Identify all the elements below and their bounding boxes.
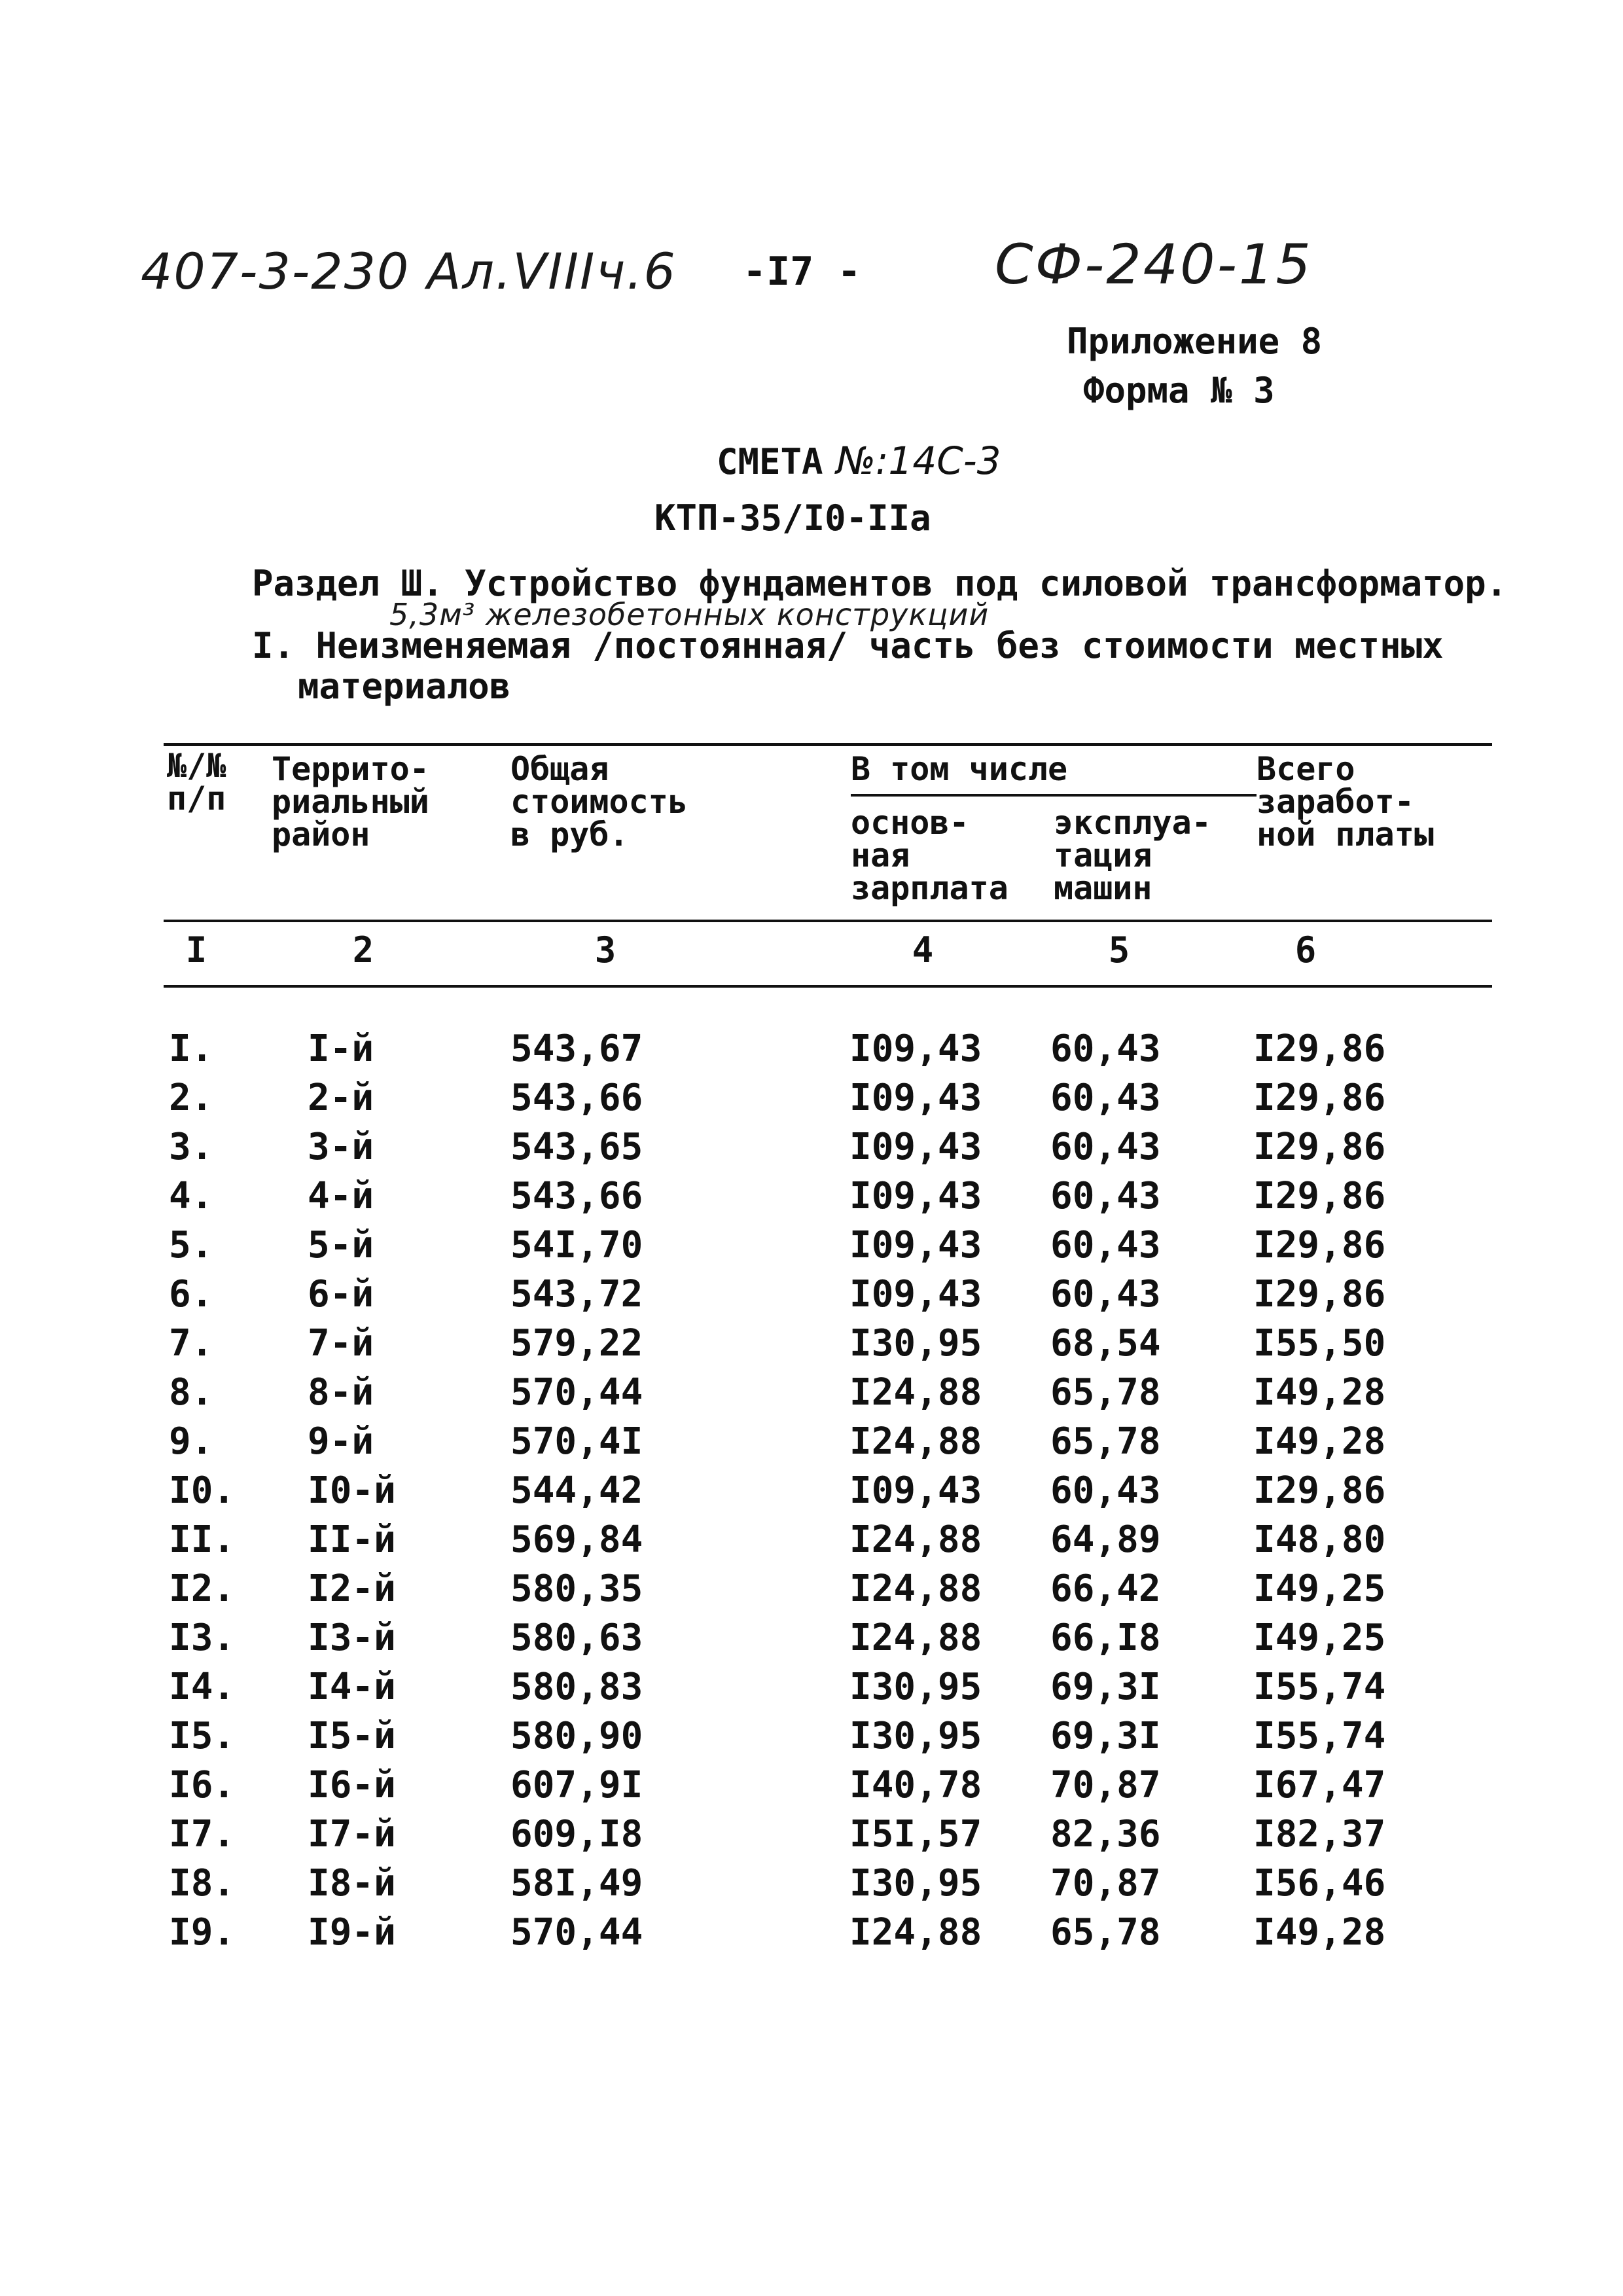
- table-row: [0, 1715, 1623, 1764]
- cell-total-wages: I82,37: [1253, 1813, 1386, 1856]
- header-base-salary: основ- ная зарплата: [851, 804, 1008, 907]
- cell-base-salary: I24,88: [849, 1371, 982, 1414]
- cell-row-number: I8.: [169, 1862, 236, 1905]
- cell-row-number: 8.: [169, 1371, 213, 1414]
- table-row: [0, 1813, 1623, 1862]
- table-row: [0, 1322, 1623, 1371]
- cell-machine-operation: 64,89: [1050, 1518, 1161, 1561]
- cell-base-salary: I24,88: [849, 1518, 982, 1561]
- cell-machine-operation: 60,43: [1050, 1126, 1161, 1168]
- group-header-rule: [851, 794, 1257, 797]
- cell-total-cost: 580,35: [510, 1568, 643, 1610]
- estimate-title: [717, 439, 1001, 483]
- cell-total-wages: I49,28: [1253, 1911, 1386, 1954]
- estimate-title-label: СМЕТА: [717, 441, 823, 482]
- cell-base-salary: I09,43: [849, 1224, 982, 1266]
- cell-total-cost: 570,4I: [510, 1420, 643, 1463]
- column-number-rule: [164, 985, 1492, 988]
- table-row: [0, 1666, 1623, 1715]
- cell-territorial-region: I6-й: [308, 1764, 396, 1806]
- cell-base-salary: I30,95: [849, 1666, 982, 1708]
- cell-territorial-region: I0-й: [308, 1469, 396, 1512]
- column-number: I: [185, 929, 207, 971]
- cell-machine-operation: 60,43: [1050, 1028, 1161, 1070]
- table-row: [0, 1862, 1623, 1911]
- cell-total-cost: 607,9I: [510, 1764, 643, 1806]
- cell-machine-operation: 60,43: [1050, 1273, 1161, 1316]
- cell-total-cost: 609,I8: [510, 1813, 643, 1856]
- object-name: КТП-35/I0-IIа: [654, 497, 931, 539]
- column-number: 6: [1294, 929, 1317, 971]
- cell-total-cost: 543,66: [510, 1077, 643, 1119]
- section-title: Раздел Ш. Устройство фундаментов под силовой трансформатор.: [252, 563, 1508, 604]
- table-row: [0, 1911, 1623, 1960]
- cell-machine-operation: 70,87: [1050, 1862, 1161, 1905]
- table-row: [0, 1469, 1623, 1518]
- header-row-number: №/№ п/п: [167, 747, 226, 817]
- cell-base-salary: I24,88: [849, 1568, 982, 1610]
- table-row: [0, 1420, 1623, 1469]
- cell-machine-operation: 66,I8: [1050, 1617, 1161, 1659]
- cell-territorial-region: 4-й: [308, 1175, 374, 1217]
- cell-row-number: I4.: [169, 1666, 236, 1708]
- column-number: 3: [594, 929, 616, 971]
- cell-territorial-region: 2-й: [308, 1077, 374, 1119]
- cell-row-number: II.: [169, 1518, 236, 1561]
- cell-base-salary: I30,95: [849, 1862, 982, 1905]
- cell-territorial-region: I8-й: [308, 1862, 396, 1905]
- cell-base-salary: I24,88: [849, 1911, 982, 1954]
- header-territorial-region: Террито- риальный район: [272, 750, 429, 853]
- cell-row-number: I6.: [169, 1764, 236, 1806]
- table-row: [0, 1077, 1623, 1126]
- column-number: 5: [1108, 929, 1130, 971]
- cell-base-salary: I09,43: [849, 1126, 982, 1168]
- cell-total-cost: 579,22: [510, 1322, 643, 1365]
- cell-total-cost: 570,44: [510, 1371, 643, 1414]
- cell-total-cost: 543,72: [510, 1273, 643, 1316]
- cell-row-number: I7.: [169, 1813, 236, 1856]
- table-row: [0, 1617, 1623, 1666]
- cell-machine-operation: 65,78: [1050, 1371, 1161, 1414]
- cell-total-cost: 570,44: [510, 1911, 643, 1954]
- cell-machine-operation: 60,43: [1050, 1175, 1161, 1217]
- cell-territorial-region: I2-й: [308, 1568, 396, 1610]
- cell-total-wages: I67,47: [1253, 1764, 1386, 1806]
- cell-territorial-region: I3-й: [308, 1617, 396, 1659]
- cell-machine-operation: 82,36: [1050, 1813, 1161, 1856]
- cell-territorial-region: II-й: [308, 1518, 396, 1561]
- page-number: -I7 -: [743, 249, 861, 295]
- cell-total-wages: I49,25: [1253, 1568, 1386, 1610]
- cell-territorial-region: 6-й: [308, 1273, 374, 1316]
- table-row: [0, 1518, 1623, 1568]
- column-number: 2: [352, 929, 374, 971]
- table-row: [0, 1371, 1623, 1420]
- cell-row-number: I9.: [169, 1911, 236, 1954]
- cell-total-wages: I29,86: [1253, 1224, 1386, 1266]
- cell-total-cost: 543,65: [510, 1126, 643, 1168]
- cell-total-wages: I29,86: [1253, 1028, 1386, 1070]
- cell-base-salary: I09,43: [849, 1028, 982, 1070]
- cell-row-number: I5.: [169, 1715, 236, 1757]
- column-number: 4: [912, 929, 934, 971]
- header-machine-operation: эксплуа- тация машин: [1054, 804, 1211, 907]
- cell-territorial-region: I-й: [308, 1028, 374, 1070]
- concrete-volume-note: 5,3м³ железобетонных конструкций: [389, 597, 990, 632]
- header-total-wages: Всего заработ- ной платы: [1257, 750, 1434, 853]
- cell-row-number: 4.: [169, 1175, 213, 1217]
- cell-base-salary: I30,95: [849, 1322, 982, 1365]
- cell-territorial-region: 9-й: [308, 1420, 374, 1463]
- cell-machine-operation: 66,42: [1050, 1568, 1161, 1610]
- cell-total-cost: 543,67: [510, 1028, 643, 1070]
- cell-machine-operation: 65,78: [1050, 1911, 1161, 1954]
- cell-total-wages: I29,86: [1253, 1175, 1386, 1217]
- table-body: [0, 1028, 1623, 1960]
- cell-territorial-region: I7-й: [308, 1813, 396, 1856]
- cell-territorial-region: 3-й: [308, 1126, 374, 1168]
- cell-total-wages: I49,25: [1253, 1617, 1386, 1659]
- cell-base-salary: I30,95: [849, 1715, 982, 1757]
- cell-base-salary: I09,43: [849, 1273, 982, 1316]
- table-row: [0, 1224, 1623, 1273]
- appendix-label: Приложение 8: [1067, 321, 1323, 362]
- header-bottom-rule: [164, 920, 1492, 922]
- handwritten-series-code: СФ-240-15: [995, 232, 1313, 296]
- cell-machine-operation: 60,43: [1050, 1077, 1161, 1119]
- cell-total-wages: I29,86: [1253, 1126, 1386, 1168]
- cell-row-number: I3.: [169, 1617, 236, 1659]
- cell-total-wages: I49,28: [1253, 1371, 1386, 1414]
- cell-row-number: 3.: [169, 1126, 213, 1168]
- cell-territorial-region: 5-й: [308, 1224, 374, 1266]
- estimate-number: №:14С-3: [836, 439, 1001, 483]
- cell-total-wages: I49,28: [1253, 1420, 1386, 1463]
- cell-row-number: I0.: [169, 1469, 236, 1512]
- cell-total-wages: I29,86: [1253, 1077, 1386, 1119]
- cell-row-number: 7.: [169, 1322, 213, 1365]
- header-total-cost: Общая стоимость в руб.: [510, 750, 688, 853]
- table-row: [0, 1126, 1623, 1175]
- cell-total-wages: I29,86: [1253, 1469, 1386, 1512]
- cell-base-salary: I24,88: [849, 1617, 982, 1659]
- cell-total-wages: I55,50: [1253, 1322, 1386, 1365]
- cell-row-number: 9.: [169, 1420, 213, 1463]
- cell-base-salary: I09,43: [849, 1469, 982, 1512]
- cell-machine-operation: 70,87: [1050, 1764, 1161, 1806]
- cell-machine-operation: 60,43: [1050, 1224, 1161, 1266]
- cell-total-cost: 54I,70: [510, 1224, 643, 1266]
- cell-row-number: 5.: [169, 1224, 213, 1266]
- cell-base-salary: I24,88: [849, 1420, 982, 1463]
- cell-machine-operation: 68,54: [1050, 1322, 1161, 1365]
- handwritten-document-code: 407-3-230 Ал.VIIIч.6: [141, 242, 677, 300]
- cell-total-cost: 544,42: [510, 1469, 643, 1512]
- cell-total-wages: I56,46: [1253, 1862, 1386, 1905]
- table-row: [0, 1764, 1623, 1813]
- table-top-rule: [164, 743, 1492, 746]
- cell-machine-operation: 69,3I: [1050, 1666, 1161, 1708]
- table-row: [0, 1028, 1623, 1077]
- cell-territorial-region: I9-й: [308, 1911, 396, 1954]
- cell-row-number: I.: [169, 1028, 213, 1070]
- cell-machine-operation: 65,78: [1050, 1420, 1161, 1463]
- cell-total-cost: 543,66: [510, 1175, 643, 1217]
- cell-row-number: 6.: [169, 1273, 213, 1316]
- cell-base-salary: I09,43: [849, 1175, 982, 1217]
- header-including-group: В том числе: [851, 750, 1068, 788]
- cell-total-cost: 580,90: [510, 1715, 643, 1757]
- cell-machine-operation: 69,3I: [1050, 1715, 1161, 1757]
- table-row: [0, 1175, 1623, 1224]
- cell-total-cost: 58I,49: [510, 1862, 643, 1905]
- cell-row-number: I2.: [169, 1568, 236, 1610]
- cell-total-cost: 580,63: [510, 1617, 643, 1659]
- cell-base-salary: I09,43: [849, 1077, 982, 1119]
- cell-territorial-region: I4-й: [308, 1666, 396, 1708]
- part-title-line2: материалов: [298, 666, 511, 707]
- part-title-line1: I. Неизменяемая /постоянная/ часть без стоимости местных: [252, 625, 1444, 666]
- cell-total-wages: I29,86: [1253, 1273, 1386, 1316]
- cell-total-cost: 580,83: [510, 1666, 643, 1708]
- table-row: [0, 1273, 1623, 1322]
- cell-total-cost: 569,84: [510, 1518, 643, 1561]
- form-label: Форма № 3: [1083, 370, 1275, 411]
- cell-territorial-region: 8-й: [308, 1371, 374, 1414]
- cell-total-wages: I55,74: [1253, 1666, 1386, 1708]
- cell-territorial-region: 7-й: [308, 1322, 374, 1365]
- table-row: [0, 1568, 1623, 1617]
- cell-base-salary: I40,78: [849, 1764, 982, 1806]
- cell-total-wages: I55,74: [1253, 1715, 1386, 1757]
- cell-territorial-region: I5-й: [308, 1715, 396, 1757]
- cell-total-wages: I48,80: [1253, 1518, 1386, 1561]
- cell-row-number: 2.: [169, 1077, 213, 1119]
- cell-machine-operation: 60,43: [1050, 1469, 1161, 1512]
- cell-base-salary: I5I,57: [849, 1813, 982, 1856]
